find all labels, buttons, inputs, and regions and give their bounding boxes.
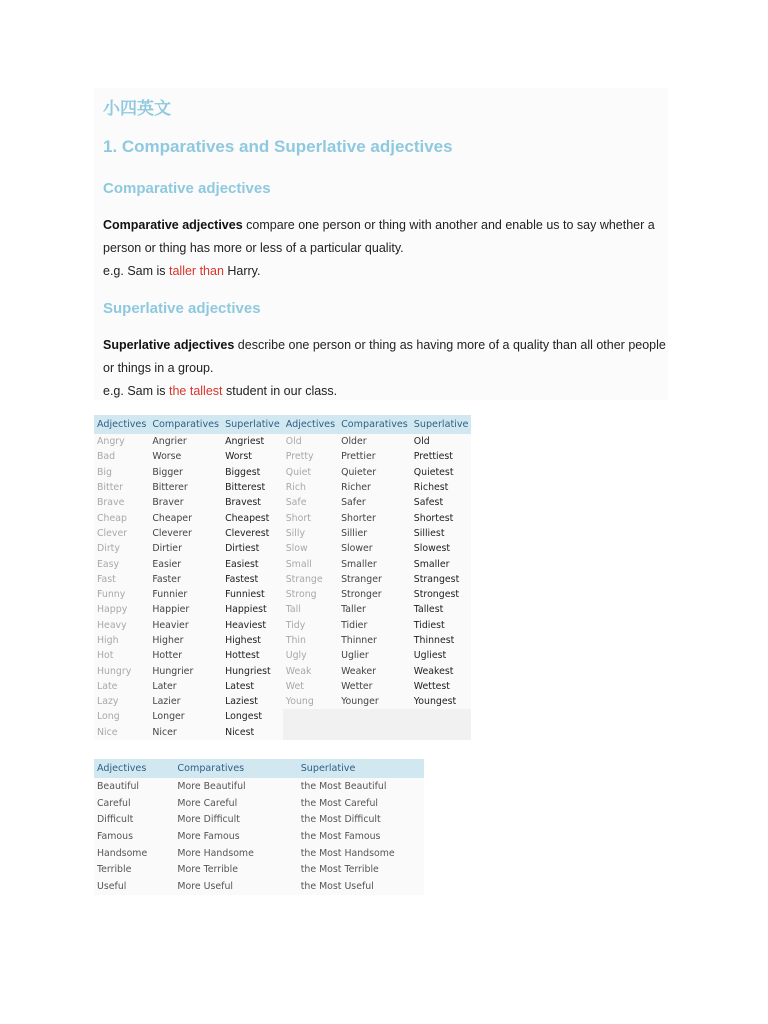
column-header: Adjectives [94,759,174,778]
table-cell: Bravest [225,497,261,509]
table-cell: Pretty [285,451,314,463]
table-cell: Slow [285,543,308,555]
table-cell: Beautiful [97,780,140,792]
table-cell: Long [97,711,120,723]
table-cell: Laziest [225,696,258,708]
table-row [94,587,471,602]
table-cell: Big [97,466,112,478]
table-cell: Silliest [413,527,445,539]
table-row [94,778,424,795]
table-cell: Happier [152,604,190,616]
table-cell: Biggest [225,466,261,478]
table-cell: Tall [285,604,301,616]
table-row [94,633,471,648]
table-cell: Slowest [413,543,451,555]
table-header-row [94,415,471,434]
superlative-definition [103,334,668,380]
comparative-definition [103,214,668,260]
table-cell: Quietest [413,466,454,478]
superlative-heading: Superlative adjectives [103,300,261,317]
table-cell [338,725,411,740]
table-cell: Silly [285,527,306,539]
table-cell: Stronger [341,589,382,601]
table-cell: Small [285,558,312,570]
table-cell: Prettier [341,451,376,463]
table-cell: More Famous [177,830,240,842]
table-cell: Quieter [341,466,377,478]
table-cell: Angriest [225,436,265,448]
table-cell: the Most Handsome [300,847,395,859]
table-cell: Smaller [413,558,450,570]
table-cell: Clever [97,527,128,539]
table-cell: Younger [341,696,379,708]
column-header: Superlative [411,415,472,434]
table-cell: Highest [225,635,261,646]
table-cell: Quiet [285,466,312,478]
table-cell: the Most Useful [300,880,374,892]
table-cell: Useful [97,880,127,892]
column-header: Adjectives [94,415,149,434]
table-cell: Happy [97,604,128,616]
table-row [94,556,471,571]
table-row [94,480,471,495]
table-cell: High [97,635,119,646]
table-cell: the Most Famous [300,830,381,842]
table-cell: Bad [97,451,116,463]
table-row [94,679,471,694]
table-cell: Strangest [413,573,460,585]
table-cell: Thinner [341,635,377,646]
table-cell: Tidier [341,619,368,631]
table-cell: Safe [285,497,307,509]
table-header-row [94,759,424,778]
table-cell: Dirtier [152,543,182,555]
table-cell: Weak [285,665,312,677]
table-cell: Dirtiest [225,543,260,555]
table-row [94,725,471,740]
comparative-text: compare one person or thing with another and enable us to say whether a person or thing has more or less of a particular quality. [103,218,655,255]
table-cell: Smaller [341,558,377,570]
table-cell: More Terrible [177,864,238,876]
table-cell: Happiest [225,604,267,616]
table-cell: Braver [152,497,184,509]
example-prefix: e.g. Sam is [103,264,169,278]
table-row [94,878,424,895]
table-cell: Weakest [413,665,454,677]
table-cell: Wet [285,680,304,692]
table-cell: Hottest [225,650,260,662]
table-cell: Prettiest [413,451,453,463]
table-row [94,648,471,663]
table-cell: Later [152,680,177,692]
table-row [94,618,471,633]
table-cell: Bitter [97,482,124,494]
example-highlight: the tallest [169,384,223,398]
table-row [94,663,471,678]
table-cell: Strange [285,573,323,585]
table-cell: Older [341,436,367,448]
table-row [94,811,424,828]
table-cell: Hungrier [152,665,194,677]
table-cell: More Careful [177,797,238,809]
table-cell: Tallest [413,604,444,616]
table-cell: Shortest [413,512,454,524]
comparative-heading: Comparative adjectives [103,180,271,197]
example-prefix: e.g. Sam is [103,384,169,398]
table-cell: Lazy [97,696,119,708]
table-cell: Short [285,512,311,524]
table-cell: Wetter [341,680,373,692]
table-cell: Hotter [152,650,183,662]
table-cell: Famous [97,830,133,842]
table-cell: Safest [413,497,444,509]
table-cell: Richer [341,482,371,494]
table-cell: Fastest [225,573,259,585]
table-cell: Handsome [97,847,148,859]
table-row [94,434,471,449]
column-header: Adjectives [283,415,338,434]
table-row [94,828,424,845]
adjectives-table [94,415,471,740]
table-cell: Heavy [97,619,127,631]
table-cell: the Most Difficult [300,814,381,826]
table-cell: Weaker [341,665,377,677]
table-cell: Nicest [225,726,255,738]
table-row [94,572,471,587]
table-cell: Brave [97,497,125,509]
table-cell: Uglier [341,650,369,662]
table-cell: Heavier [152,619,189,631]
table-cell: Rich [285,482,306,494]
table-cell: Young [285,696,314,708]
table-row [94,526,471,541]
table-cell: Ugliest [413,650,447,662]
table-cell: Richest [413,482,449,494]
table-cell: Difficult [97,814,134,826]
table-cell: Easier [152,558,182,570]
table-cell: Slower [341,543,373,555]
table-cell: Hungriest [225,665,271,677]
table-cell: Ugly [285,650,307,662]
table-cell: Shorter [341,512,376,524]
table-cell: Funniest [225,589,265,601]
table-cell: Tidy [285,619,306,631]
table-row [94,694,471,709]
table-cell: Old [285,436,302,448]
table-cell: Cleverer [152,527,192,539]
table-cell: Heaviest [225,619,267,631]
table-cell: Funnier [152,589,188,601]
table-cell: Stranger [341,573,382,585]
table-cell [411,725,472,740]
table-cell: Thinnest [413,635,455,646]
document-title: 小四英文 [103,99,171,119]
column-header: Comparatives [174,759,297,778]
table-row [94,861,424,878]
table-cell: Easiest [225,558,259,570]
table-cell: Bitterest [225,482,266,494]
example-highlight: taller than [169,264,224,278]
table-cell: Dirty [97,543,120,555]
table-row [94,541,471,556]
table-cell: More Difficult [177,814,240,826]
table-row [94,449,471,464]
table-row [94,845,424,862]
table-cell [283,709,338,724]
table-row [94,795,424,812]
table-cell [283,725,338,740]
column-header: Superlative [222,415,283,434]
table-cell: More Handsome [177,847,254,859]
table-cell: Easy [97,558,120,570]
table-cell: Late [97,680,118,692]
table-cell: the Most Terrible [300,864,379,876]
comparative-term: Comparative adjectives [103,218,243,232]
table-cell: Higher [152,635,184,646]
table-cell: Youngest [413,696,457,708]
multi-syllable-table [94,759,424,895]
table-row [94,510,471,525]
superlative-example [103,380,668,403]
table-cell: Worse [152,451,182,463]
table-cell: Terrible [97,864,132,876]
table-cell: Cheaper [152,512,192,524]
table-cell: Thin [285,635,306,646]
table-cell: Bigger [152,466,183,478]
table-cell: Angry [97,436,125,448]
table-cell: Fast [97,573,116,585]
superlative-term: Superlative adjectives [103,338,235,352]
table-cell: the Most Careful [300,797,379,809]
table-cell: Cheap [97,512,127,524]
table-cell: Old [413,436,430,448]
example-suffix: student in our class. [222,384,338,398]
table-cell: Cheapest [225,512,270,524]
table-cell: Careful [97,797,131,809]
table-cell: Safer [341,497,366,509]
table-cell: Sillier [341,527,368,539]
table-cell: Longest [225,711,263,723]
table-cell: Faster [152,573,181,585]
table-cell: Worst [225,451,252,463]
table-cell: Longer [152,711,185,723]
table-row [94,465,471,480]
section-heading: 1. Comparatives and Superlative adjectives [103,137,453,156]
column-header: Superlative [298,759,424,778]
table-row [94,495,471,510]
table-cell: Taller [341,604,366,616]
table-cell: Bitterer [152,482,188,494]
table-cell: Angrier [152,436,187,448]
table-cell: Lazier [152,696,181,708]
table-cell: Strongest [413,589,460,601]
table-cell: More Beautiful [177,780,246,792]
column-header: Comparatives [338,415,411,434]
table-cell: Wettest [413,680,450,692]
table-cell [338,709,411,724]
table-row [94,709,471,724]
table-cell: Strong [285,589,317,601]
table-cell: Hungry [97,665,132,677]
table-cell: Nicer [152,726,177,738]
table-cell: Nice [97,726,118,738]
table-cell: Funny [97,589,126,601]
comparative-example [103,260,668,283]
table-cell: Tidiest [413,619,445,631]
table-cell: Latest [225,680,255,692]
table-cell: More Useful [177,880,233,892]
table-row [94,602,471,617]
table-cell: the Most Beautiful [300,780,387,792]
column-header: Comparatives [149,415,222,434]
table-cell: Hot [97,650,114,662]
superlative-text: describe one person or thing as having more of a quality than all other people or things in a group. [103,338,666,375]
table-cell [411,709,472,724]
example-suffix: Harry. [223,264,261,278]
table-cell: Cleverest [225,527,270,539]
